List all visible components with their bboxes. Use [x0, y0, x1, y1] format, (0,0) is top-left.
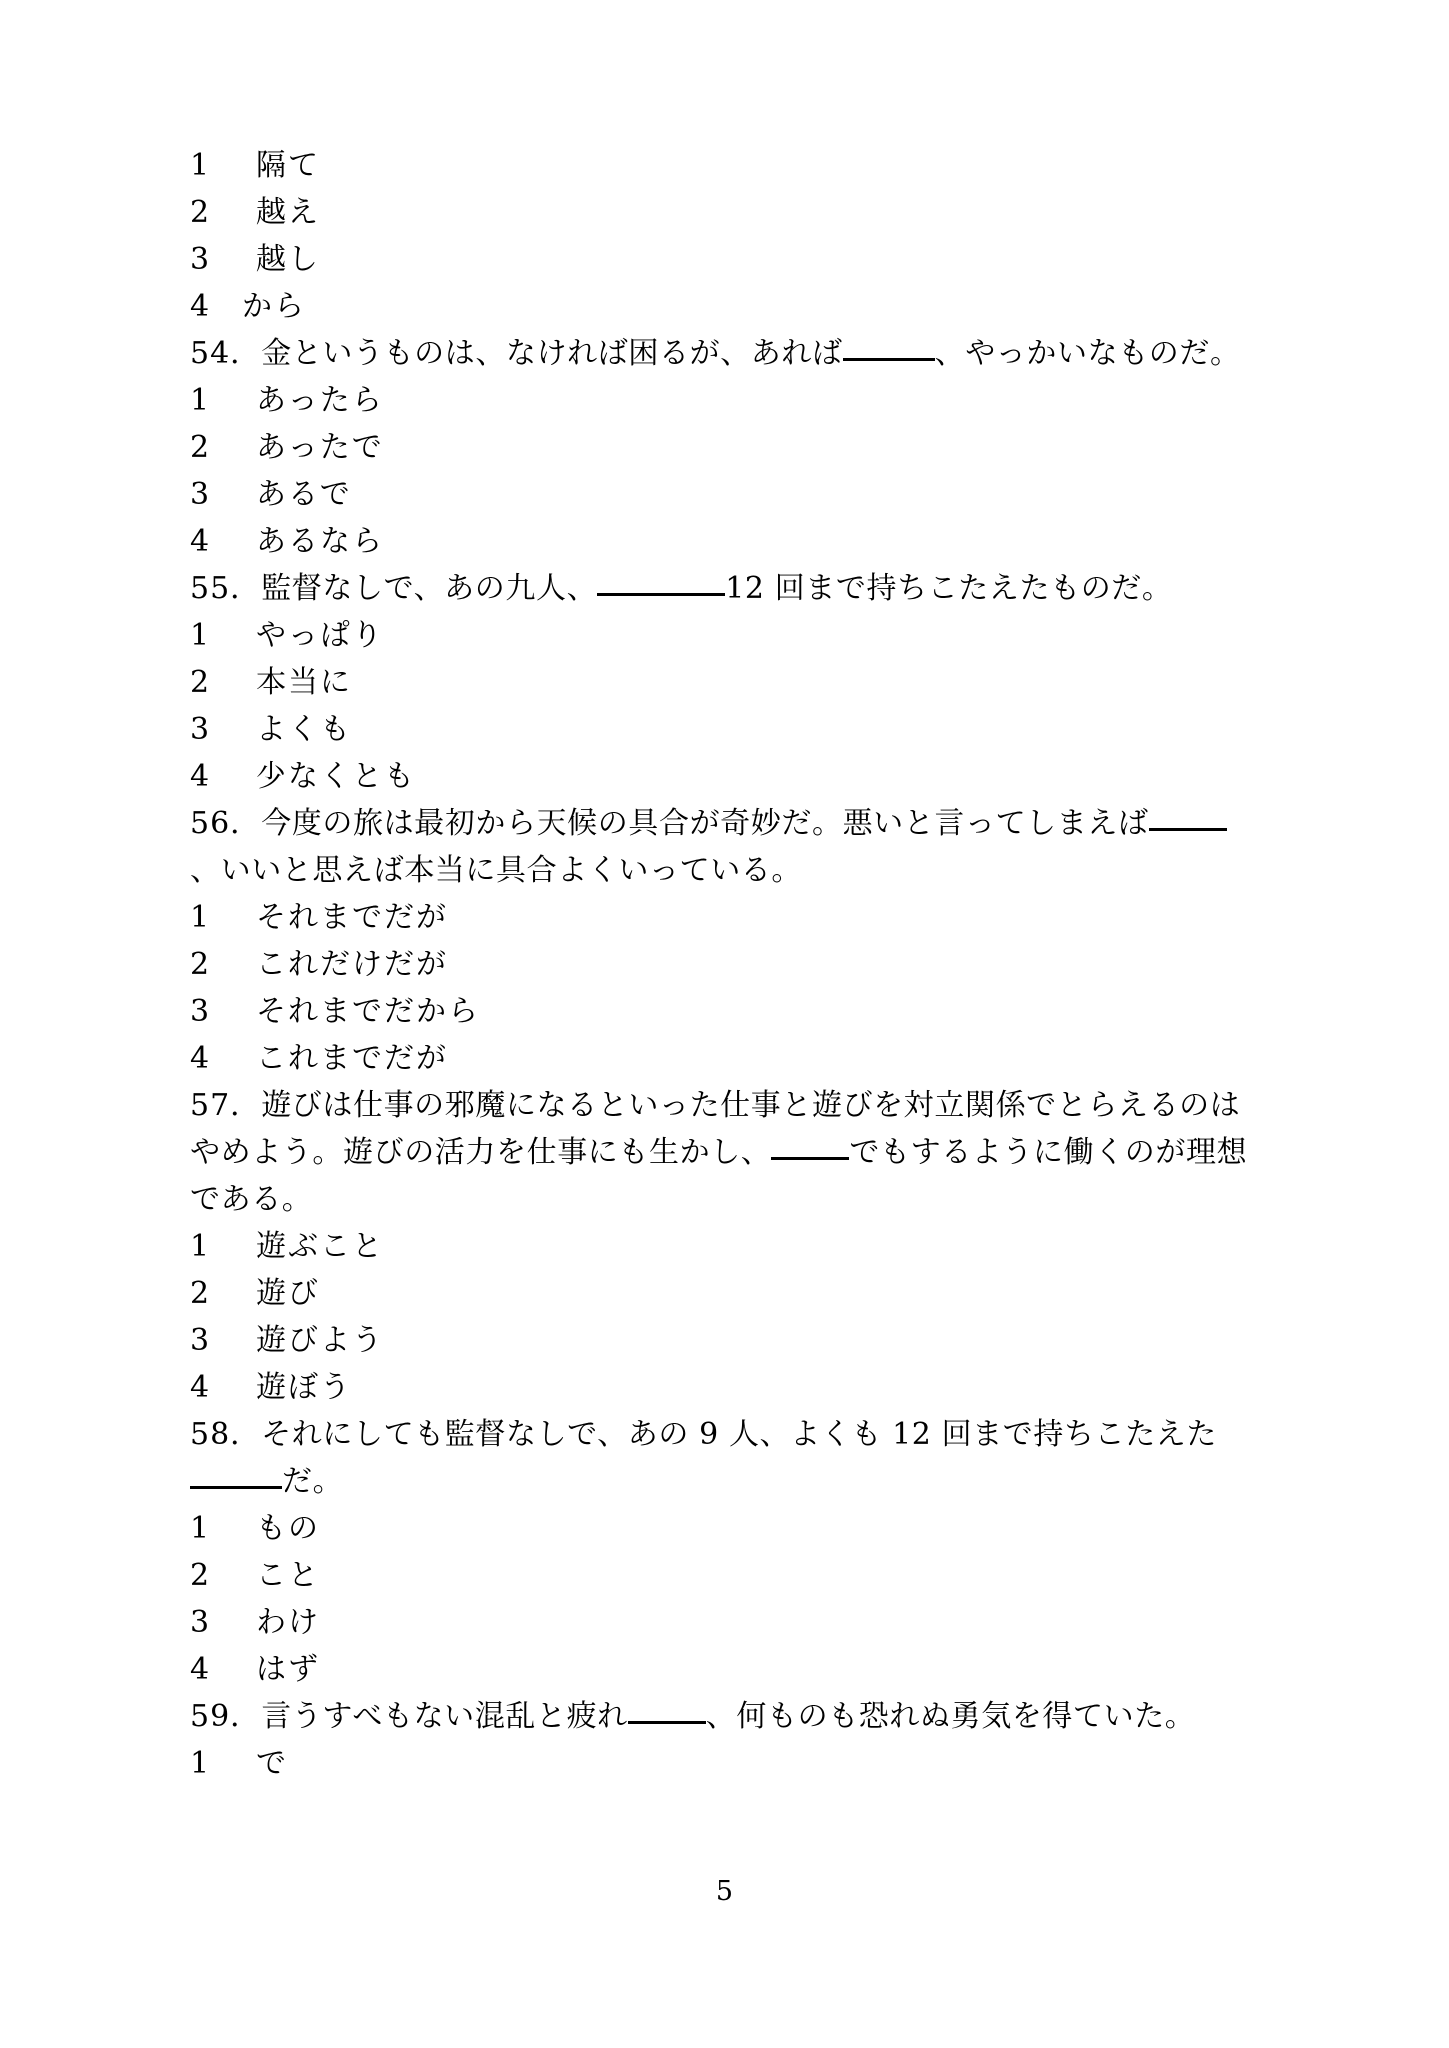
answer-option[interactable] [190, 1035, 1250, 1082]
answer-option[interactable] [190, 1317, 1250, 1364]
option-text: もの [256, 1511, 320, 1546]
option-text: あるで [256, 477, 352, 512]
option-number: 2 [190, 195, 210, 230]
option-text: よくも [256, 712, 352, 747]
question-text-segment: でもするように働くのが理想である。 [190, 1135, 1248, 1217]
answer-option[interactable] [190, 1552, 1250, 1599]
option-number: 2 [190, 947, 210, 982]
option-text: それまでだが [256, 900, 448, 935]
option-text: これだけだが [256, 947, 448, 982]
answer-option[interactable] [190, 659, 1250, 706]
question-stem [190, 330, 1250, 377]
question-number: 55． [190, 571, 262, 606]
answer-blank [771, 1135, 849, 1160]
option-number: 1 [190, 383, 210, 418]
answer-option[interactable] [190, 377, 1250, 424]
option-text: こと [256, 1558, 320, 1593]
option-number: 4 [190, 524, 210, 559]
answer-option[interactable] [190, 612, 1250, 659]
answer-option[interactable] [190, 1599, 1250, 1646]
option-number: 2 [190, 1558, 210, 1593]
option-text: 遊び [256, 1276, 320, 1311]
question-stem [190, 1082, 1250, 1223]
question-text-segment: 金というものは、なければ困るが、あれば [261, 336, 843, 371]
option-text: わけ [256, 1605, 320, 1640]
option-text: あるなら [256, 524, 384, 559]
question-text-segment: 、いいと思えば本当に具合よくいっている。 [190, 853, 802, 888]
option-text: あったら [256, 383, 384, 418]
option-text: 遊ぶこと [256, 1229, 384, 1264]
answer-option[interactable] [190, 283, 1250, 330]
answer-blank [628, 1699, 706, 1724]
answer-option[interactable] [190, 424, 1250, 471]
option-number: 1 [190, 148, 210, 183]
option-number: 4 [190, 759, 210, 794]
option-number: 4 [190, 1652, 210, 1687]
option-text: 隔て [256, 148, 320, 183]
question-text-segment: 監督なしで、あの九人、 [261, 571, 598, 606]
question-text-segment: 今度の旅は最初から天候の具合が奇妙だ。悪いと言ってしまえば [261, 806, 1149, 841]
answer-option[interactable] [190, 142, 1250, 189]
answer-option[interactable] [190, 236, 1250, 283]
answer-option[interactable] [190, 1223, 1250, 1270]
option-text: 遊びよう [256, 1323, 384, 1358]
option-text: で [256, 1746, 288, 1781]
option-number: 2 [190, 665, 210, 700]
question-text-segment: 、やっかいなものだ。 [934, 336, 1241, 371]
question-number: 59． [190, 1699, 262, 1734]
option-text: やっぱり [256, 618, 384, 653]
question-text-segment: 言うすべもない混乱と疲れ [261, 1699, 628, 1734]
question-number: 56． [190, 806, 262, 841]
question-number: 57． [190, 1088, 262, 1123]
option-number: 1 [190, 1511, 210, 1546]
option-text: 少なくとも [256, 759, 416, 794]
question-stem [190, 565, 1250, 612]
answer-blank [190, 1464, 282, 1489]
option-number: 3 [190, 1605, 210, 1640]
page-content [190, 142, 1250, 1787]
answer-option[interactable] [190, 1646, 1250, 1693]
answer-option[interactable] [190, 1740, 1250, 1787]
answer-option[interactable] [190, 1505, 1250, 1552]
option-text: 本当に [256, 665, 352, 700]
question-stem [190, 1693, 1250, 1740]
option-number: 2 [190, 1276, 210, 1311]
answer-blank [843, 336, 935, 361]
option-number: 3 [190, 712, 210, 747]
question-text-segment: だ。 [282, 1464, 344, 1499]
option-number: 1 [190, 618, 210, 653]
answer-option[interactable] [190, 753, 1250, 800]
option-text: あったで [256, 430, 384, 465]
option-number: 3 [190, 994, 210, 1029]
option-text: 越し [256, 242, 320, 277]
answer-option[interactable] [190, 941, 1250, 988]
answer-option[interactable] [190, 1270, 1250, 1317]
option-number: 4 [190, 1041, 210, 1076]
answer-blank [597, 571, 725, 596]
option-number: 4 [190, 289, 210, 324]
question-number: 58． [190, 1417, 262, 1452]
question-text-segment: 12 回まで持ちこたえたものだ。 [725, 571, 1173, 606]
option-number: 3 [190, 477, 210, 512]
question-stem [190, 1411, 1250, 1505]
question-number: 54． [190, 336, 262, 371]
answer-option[interactable] [190, 988, 1250, 1035]
question-text-segment: それにしても監督なしで、あの 9 人、よくも 12 回まで持ちこたえた [261, 1417, 1217, 1452]
option-text: 越え [256, 195, 320, 230]
option-text: それまでだから [256, 994, 480, 1029]
page-number: 5 [715, 1876, 734, 1907]
option-number: 3 [190, 1323, 210, 1358]
answer-option[interactable] [190, 1364, 1250, 1411]
answer-option[interactable] [190, 518, 1250, 565]
question-stem [190, 800, 1250, 894]
option-text: 遊ぼう [256, 1370, 352, 1405]
answer-option[interactable] [190, 894, 1250, 941]
answer-blank [1149, 806, 1227, 831]
option-number: 3 [190, 242, 210, 277]
question-text-segment: 遊びは仕事の邪魔になるといった仕事と遊びを対立関係でとらえるのはやめよう。遊びの活力を仕事にも生かし、 [190, 1088, 1241, 1170]
option-number: 1 [190, 900, 210, 935]
option-number: 2 [190, 430, 210, 465]
option-text: これまでだが [256, 1041, 448, 1076]
option-text: から [242, 289, 306, 324]
question-text-segment: 、何ものも恐れぬ勇気を得ていた。 [705, 1699, 1196, 1734]
option-number: 1 [190, 1746, 210, 1781]
option-number: 1 [190, 1229, 210, 1264]
answer-option[interactable] [190, 471, 1250, 518]
answer-option[interactable] [190, 189, 1250, 236]
option-number: 4 [190, 1370, 210, 1405]
option-text: はず [256, 1652, 320, 1687]
answer-option[interactable] [190, 706, 1250, 753]
